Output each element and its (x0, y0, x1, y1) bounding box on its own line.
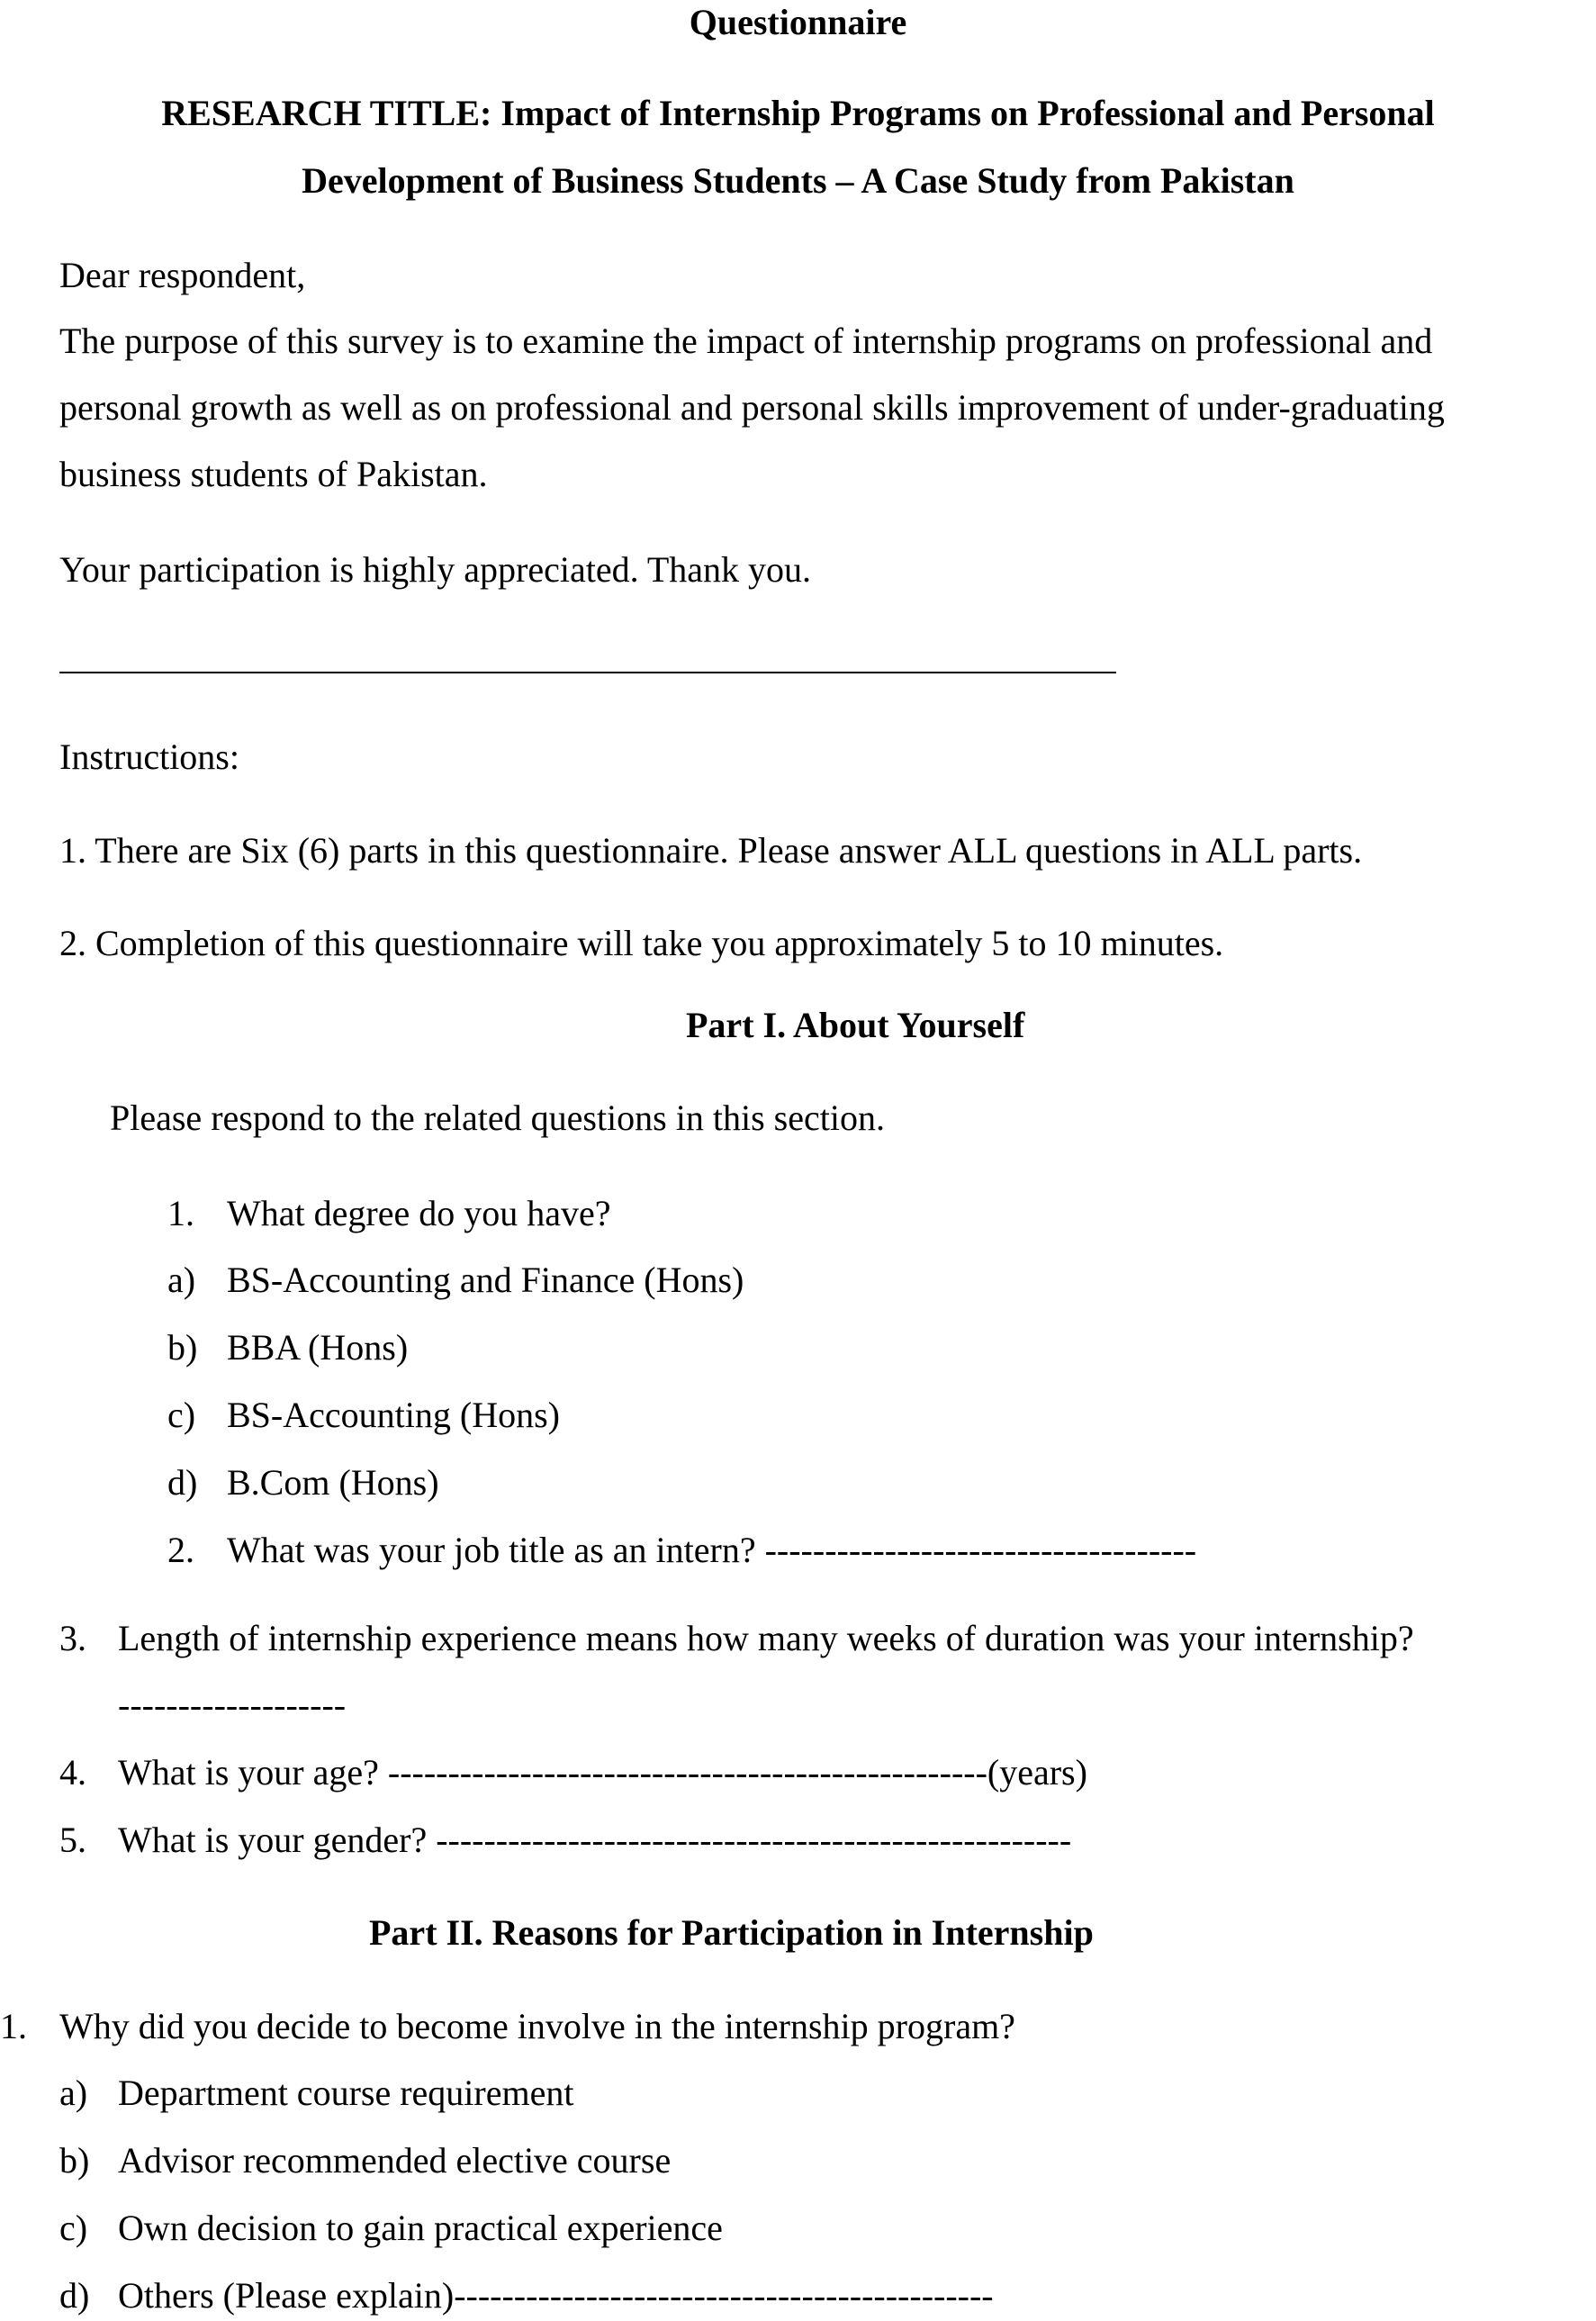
part2-heading: Part II. Reasons for Participation in Internship (369, 1912, 1094, 1953)
option-text[interactable]: Own decision to gain practical experience (118, 2208, 723, 2248)
instruction-item: 1. There are Six (6) parts in this questionnaire. Please answer ALL questions in ALL parts. (59, 830, 1363, 871)
option-text[interactable]: BS-Accounting (Hons) (227, 1395, 560, 1435)
option-text[interactable]: BBA (Hons) (227, 1327, 409, 1368)
research-title-line1: RESEARCH TITLE: Impact of Internship Programs on Professional and Personal (161, 93, 1435, 133)
thanks-line: Your participation is highly appreciated. Thank you. (59, 549, 812, 590)
option-letter: b) (59, 2140, 90, 2181)
greeting: Dear respondent, (59, 255, 306, 295)
part1-heading: Part I. About Yourself (686, 1005, 1025, 1045)
option-letter: a) (167, 1260, 196, 1300)
question-internship-length: Length of internship experience means how many weeks of duration was your internship? (118, 1618, 1414, 1658)
option-letter: d) (59, 2275, 90, 2316)
option-text[interactable]: Advisor recommended elective course (118, 2140, 672, 2181)
instructions-heading: Instructions: (59, 736, 239, 777)
research-title-line2: Development of Business Students – A Case Study from Pakistan (302, 160, 1294, 201)
instruction-item: 2. Completion of this questionnaire will take you approximately 5 to 10 minutes. (59, 923, 1224, 963)
purpose-line3: business students of Pakistan. (59, 454, 488, 494)
question-age[interactable]: What is your age? --------------------------------------------------(years) (118, 1752, 1087, 1793)
answer-blank[interactable]: ------------------- (118, 1684, 347, 1725)
purpose-line1: The purpose of this survey is to examine the impact of internship programs on professional and (59, 321, 1433, 361)
question-degree: What degree do you have? (227, 1193, 611, 1233)
option-letter: c) (59, 2208, 88, 2248)
option-letter: d) (167, 1462, 198, 1503)
page-title: Questionnaire (689, 2, 907, 42)
question-number: 5. (59, 1820, 86, 1860)
option-text[interactable]: B.Com (Hons) (227, 1462, 439, 1503)
question-reason: Why did you decide to become involve in the internship program? (59, 2006, 1015, 2046)
question-number: 2. (167, 1530, 194, 1570)
divider (59, 672, 1116, 673)
purpose-line2: personal growth as well as on professional and personal skills improvement of under-graduating (59, 387, 1445, 428)
question-gender[interactable]: What is your gender? ----------------------------------------------------- (118, 1820, 1072, 1860)
part1-prompt: Please respond to the related questions in this section. (110, 1097, 885, 1138)
option-letter: b) (167, 1327, 198, 1368)
question-number: 1. (0, 2006, 27, 2046)
option-letter: a) (59, 2073, 88, 2113)
question-number: 4. (59, 1752, 86, 1793)
question-job-title[interactable]: What was your job title as an intern? ------------------------------------ (227, 1530, 1197, 1570)
question-number: 1. (167, 1193, 194, 1233)
option-letter: c) (167, 1395, 196, 1435)
option-text[interactable]: Others (Please explain)--------------------------------------------- (118, 2275, 994, 2316)
question-number: 3. (59, 1618, 86, 1658)
option-text[interactable]: Department course requirement (118, 2073, 574, 2113)
option-text[interactable]: BS-Accounting and Finance (Hons) (227, 1260, 744, 1300)
